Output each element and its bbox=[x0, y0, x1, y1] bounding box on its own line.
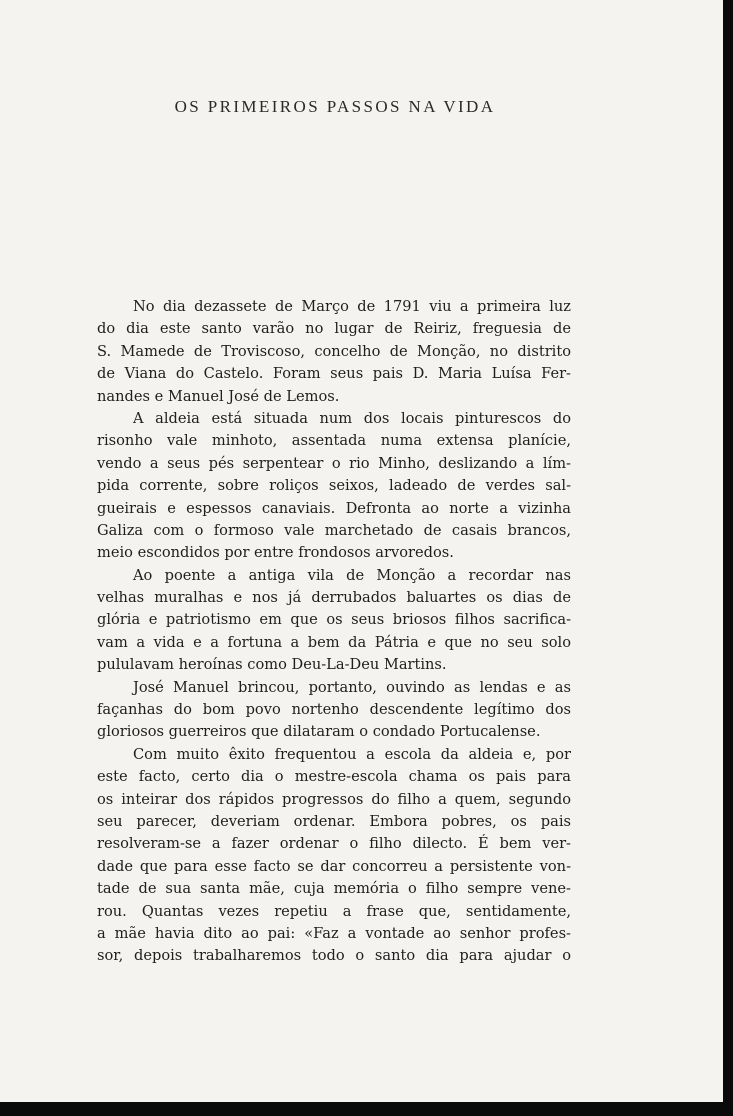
text-line: seu parecer, deveriam ordenar. Embora pobres, os pais bbox=[97, 812, 571, 830]
chapter-title: OS PRIMEIROS PASSOS NA VIDA bbox=[174, 97, 496, 116]
text-line: tade de sua santa mãe, cuja memória o filho sempre vene- bbox=[97, 880, 571, 898]
text-line: A aldeia está situada num dos locais pinturescos do bbox=[133, 409, 571, 427]
text-line: Ao poente a antiga vila de Monção a recordar nas bbox=[133, 566, 571, 584]
paragraph bbox=[97, 565, 571, 677]
text-line: de Viana do Castelo. Foram seus pais D. Maria Luísa Fer- bbox=[97, 365, 571, 383]
text-line: S. Mamede de Troviscoso, concelho de Monção, no distrito bbox=[97, 342, 571, 360]
text-line: Com muito êxito frequentou a escola da aldeia e, por bbox=[133, 745, 571, 763]
text-line: os inteirar dos rápidos progressos do filho a quem, segundo bbox=[97, 790, 571, 808]
text-line: gloriosos guerreiros que dilataram o condado Portucalense. bbox=[97, 723, 541, 741]
text-line: resolveram-se a fazer ordenar o filho dilecto. É bem ver- bbox=[97, 835, 571, 853]
paragraph bbox=[97, 408, 571, 565]
text-line: Galiza com o formoso vale marchetado de casais brancos, bbox=[97, 521, 571, 539]
paragraph bbox=[97, 677, 571, 744]
text-line: do dia este santo varão no lugar de Reiriz, freguesia de bbox=[97, 320, 571, 338]
text-line: façanhas do bom povo nortenho descendente legítimo dos bbox=[97, 701, 571, 719]
scan-border-right bbox=[723, 0, 733, 1116]
text-line: pululavam heroínas como Deu-La-Deu Martins. bbox=[97, 656, 447, 674]
text-line: rou. Quantas vezes repetiu a frase que, sentidamente, bbox=[97, 902, 571, 920]
text-line: gueirais e espessos canaviais. Defronta ao norte a vizinha bbox=[97, 499, 571, 517]
text-line: vendo a seus pés serpentear o rio Minho, deslizando a lím- bbox=[97, 454, 571, 472]
paragraph bbox=[97, 296, 571, 408]
text-line: No dia dezassete de Março de 1791 viu a primeira luz bbox=[133, 298, 571, 315]
text-line: José Manuel brincou, portanto, ouvindo as lendas e as bbox=[133, 678, 571, 696]
text-line: risonho vale minhoto, assentada numa extensa planície, bbox=[97, 432, 571, 450]
text-line: nandes e Manuel José de Lemos. bbox=[97, 387, 340, 405]
text-line: meio escondidos por entre frondosos arvoredos. bbox=[97, 544, 454, 562]
text-line: este facto, certo dia o mestre-escola chama os pais para bbox=[97, 768, 571, 786]
text-line: a mãe havia dito ao pai: «Faz a vontade ao senhor profes- bbox=[97, 924, 571, 942]
text-line: sor, depois trabalharemos todo o santo dia para ajudar o bbox=[97, 947, 571, 965]
text-line: velhas muralhas e nos já derrubados baluartes os dias de bbox=[97, 589, 571, 607]
text-line: pida corrente, sobre roliços seixos, ladeado de verdes sal- bbox=[97, 477, 571, 495]
body-text bbox=[97, 296, 571, 968]
text-line: dade que para esse facto se dar concorreu a persistente von- bbox=[97, 857, 571, 875]
text-line: glória e patriotismo em que os seus briosos filhos sacrifica- bbox=[97, 611, 571, 629]
text-line: vam a vida e a fortuna a bem da Pátria e que no seu solo bbox=[97, 633, 571, 651]
scan-border-bottom bbox=[0, 1102, 733, 1116]
paragraph bbox=[97, 744, 571, 968]
